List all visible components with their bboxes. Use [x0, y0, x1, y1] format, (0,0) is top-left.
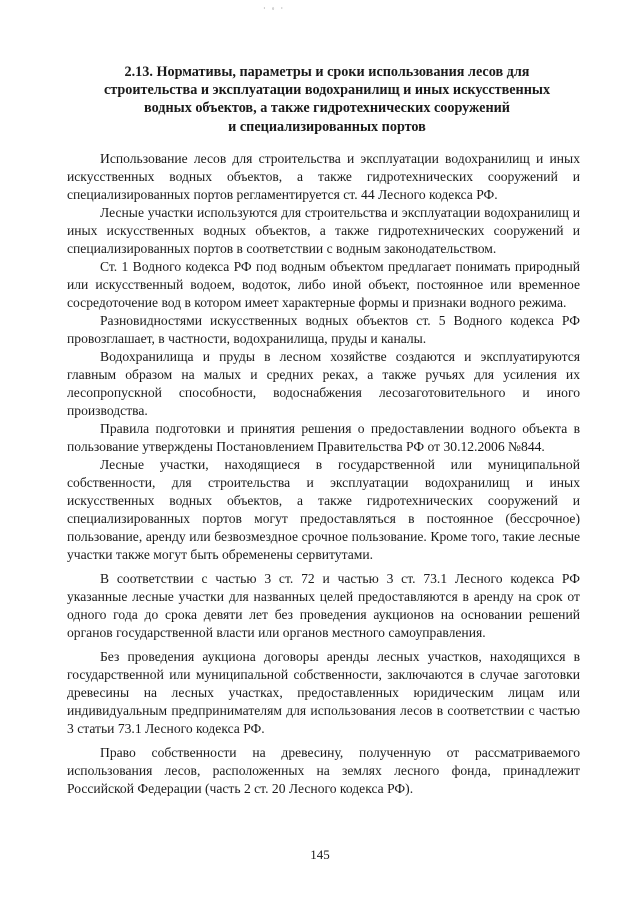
paragraph: Лесные участки, находящиеся в государственной или муниципальной собственности, для строительства и эксплуатации водохранилищ и иных искусственных водных объектов, а также гидротехнических сооружений и специализированных портов могут предоставляться в постоянное (бессрочное) пользование, аренду или безвозмездное срочное пользование. Кроме того, такие лесные участки также могут быть обременены сервитутами. — [67, 457, 580, 562]
paragraph: Разновидностями искусственных водных объектов ст. 5 Водного кодекса РФ провозглашает, в частности, водохранилища, пруды и каналы. — [67, 313, 580, 346]
paragraph: Ст. 1 Водного кодекса РФ под водным объектом предлагает понимать природный или искусственный водоем, водоток, либо иной объект, постоянное или временное сосредоточение вод в котором имеет характерные формы и признаки водного режима. — [67, 259, 580, 310]
body-text — [67, 150, 580, 798]
heading-line: 2.13. Нормативы, параметры и сроки использования лесов для — [124, 64, 530, 80]
paragraph: В соответствии с частью 3 ст. 72 и частью 3 ст. 73.1 Лесного кодекса РФ указанные лесные участки для названных целей предоставляются в аренду на срок от одного года до срока девяти лет без проведения аукционов на основании решений органов государственной власти или органов местного самоуправления. — [67, 571, 580, 640]
heading-line: и специализированных портов — [228, 118, 426, 135]
page-number: 145 — [310, 847, 330, 862]
heading-line: строительства и эксплуатации водохранилищ и иных искусственных — [103, 82, 551, 99]
paragraph: Без проведения аукциона договоры аренды лесных участков, находящихся в государственной или муниципальной собственности, заключаются в случае заготовки древесины на лесных участках, предоставленных юридическим лицам или индивидуальным предпринимателям для использования лесов в соответствии с частью 3 статьи 73.1 Лесного кодекса РФ. — [67, 649, 580, 736]
section-heading — [88, 63, 566, 136]
paragraph: Право собственности на древесину, полученную от рассматриваемого использования лесов, расположенных на землях лесного фонда, принадлежит Российской Федерации (часть 2 ст. 20 Лесного кодекса РФ). — [67, 745, 580, 796]
paragraph: Водохранилища и пруды в лесном хозяйстве создаются и эксплуатируются главным образом на малых и средних реках, а также ручьях для усиления их лесопропускной способности, водоснабжения лесозаготовительного и иного производства. — [67, 349, 580, 418]
scan-artifact: · ◦ · — [263, 4, 286, 13]
paragraph: Правила подготовки и принятия решения о предоставлении водного объекта в пользование утверждены Постановлением Правительства РФ от 30.12.2006 №844. — [67, 421, 580, 454]
paragraph: Использование лесов для строительства и эксплуатации водохранилищ и иных искусственных водных объектов, а также гидротехнических сооружений и специализированных портов регламентируется ст. 44 Лесного кодекса РФ. — [67, 151, 580, 202]
paragraph: Лесные участки используются для строительства и эксплуатации водохранилищ и иных искусственных водных объектов, а также гидротехнических сооружений и специализированных портов в соответствии с водным законодательством. — [67, 205, 580, 256]
heading-line: водных объектов, а также гидротехнических сооружений — [144, 100, 510, 117]
